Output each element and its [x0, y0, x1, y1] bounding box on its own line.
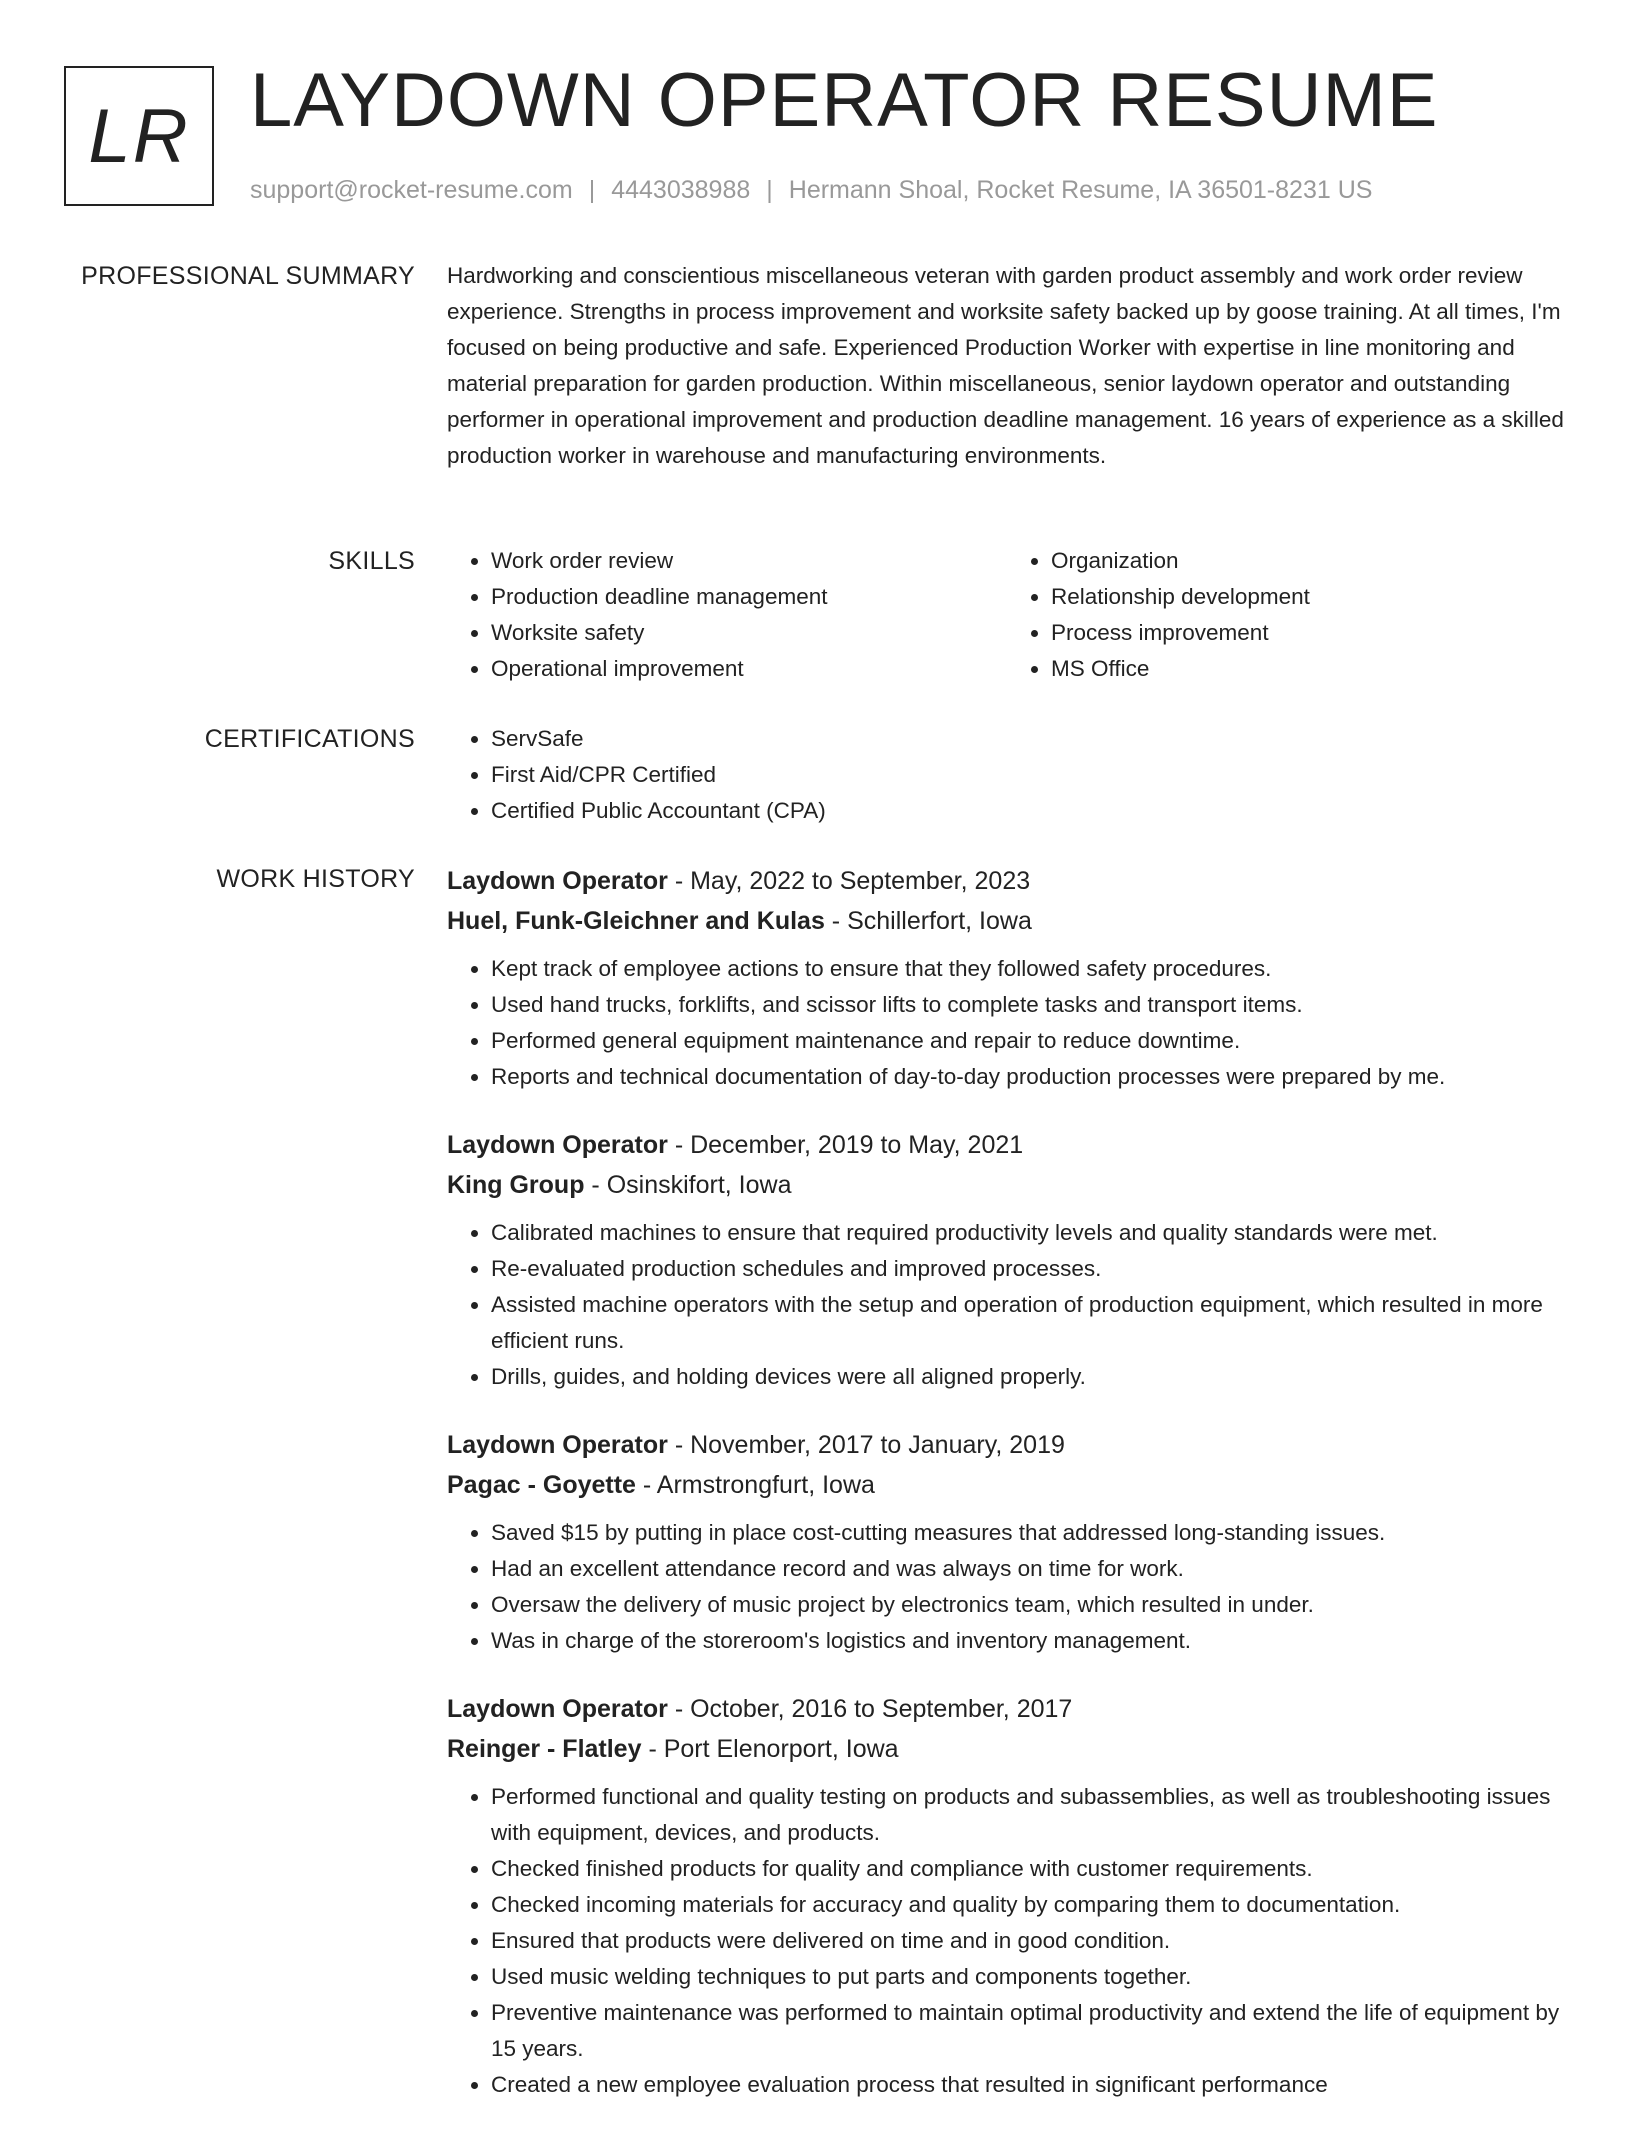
job-title-line — [447, 1425, 1567, 1465]
section-label-skills: SKILLS — [328, 547, 415, 575]
monogram-logo: LR — [64, 66, 214, 206]
job-bullets — [447, 1215, 1567, 1395]
job-bullet: • Kept track of employee actions to ensure that they followed safety procedures. — [491, 951, 1567, 987]
certification-item: • First Aid/CPR Certified — [491, 757, 1567, 793]
summary-text: Hardworking and conscientious miscellaneous veteran with garden product assembly and work order review experience. Strengths in process improvement and worksite safety backed up by goose training. At all times, I'm focused on being productive and safe. Experienced Production Worker with expertise in line monitoring and material preparation for garden production. Within miscellaneous, senior laydown operator and outstanding performer in operational improvement and production deadline management. 16 years of experience as a skilled production worker in warehouse and manufacturing environments. — [447, 263, 1564, 468]
skill-item: • Organization — [1051, 543, 1567, 579]
job-bullet: • Checked finished products for quality and compliance with customer requirements. — [491, 1851, 1567, 1887]
skill-item: • MS Office — [1051, 651, 1567, 687]
skill-item: • Worksite safety — [491, 615, 1007, 651]
job-bullet: • Assisted machine operators with the setup and operation of production equipment, which resulted in more efficient runs. — [491, 1287, 1567, 1359]
job-company-line — [447, 1165, 1567, 1205]
job-location: - Port Elenorport, Iowa — [641, 1735, 899, 1763]
job-company: Huel, Funk-Gleichner and Kulas — [447, 907, 825, 935]
skill-item: • Relationship development — [1051, 579, 1567, 615]
job-company: Reinger - Flatley — [447, 1735, 642, 1763]
job-entry — [447, 1125, 1567, 1395]
contact-address: Hermann Shoal, Rocket Resume, IA 36501-8231 US — [788, 176, 1373, 204]
skill-item: • Production deadline management — [491, 579, 1007, 615]
job-bullet: • Re-evaluated production schedules and improved processes. — [491, 1251, 1567, 1287]
skill-item: • Process improvement — [1051, 615, 1567, 651]
job-bullet: • Had an excellent attendance record and was always on time for work. — [491, 1551, 1567, 1587]
job-bullet: • Drills, guides, and holding devices were all aligned properly. — [491, 1359, 1567, 1395]
job-title: Laydown Operator — [447, 1131, 668, 1159]
job-entry — [447, 1425, 1567, 1659]
job-bullet: • Performed general equipment maintenance and repair to reduce downtime. — [491, 1023, 1567, 1059]
contact-separator: | — [766, 176, 773, 204]
job-title: Laydown Operator — [447, 1695, 668, 1723]
job-dates: - November, 2017 to January, 2019 — [667, 1431, 1065, 1459]
job-dates: - May, 2022 to September, 2023 — [667, 867, 1031, 895]
contact-line — [250, 176, 1372, 205]
job-entry — [447, 861, 1567, 1095]
job-title: Laydown Operator — [447, 867, 668, 895]
job-bullet: • Ensured that products were delivered on time and in good condition. — [491, 1923, 1567, 1959]
contact-separator: | — [588, 176, 596, 204]
job-company: Pagac - Goyette — [447, 1471, 636, 1499]
certifications-list — [447, 721, 1567, 829]
certification-item: • Certified Public Accountant (CPA) — [491, 793, 1567, 829]
job-title-line — [447, 1125, 1567, 1165]
job-title: Laydown Operator — [447, 1431, 668, 1459]
job-bullet: • Reports and technical documentation of day-to-day production processes were prepared by me. — [491, 1059, 1567, 1095]
job-bullets — [447, 1515, 1567, 1659]
job-bullet: • Checked incoming materials for accuracy and quality by comparing them to documentation. — [491, 1887, 1567, 1923]
skill-item: • Operational improvement — [491, 651, 1007, 687]
job-bullets — [447, 951, 1567, 1095]
job-bullet: • Was in charge of the storeroom's logistics and inventory management. — [491, 1623, 1567, 1659]
contact-phone: 4443038988 — [611, 176, 751, 204]
skill-item: • Work order review — [491, 543, 1007, 579]
certification-item: • ServSafe — [491, 721, 1567, 757]
summary-body — [447, 258, 1567, 474]
section-label-work-history: WORK HISTORY — [216, 865, 415, 893]
job-bullet: • Created a new employee evaluation process that resulted in significant performance — [491, 2067, 1567, 2103]
job-bullets — [447, 1779, 1567, 2103]
section-label-summary: PROFESSIONAL SUMMARY — [81, 262, 415, 290]
page-title: LAYDOWN OPERATOR RESUME — [250, 58, 1439, 143]
job-bullet: • Used music welding techniques to put parts and components together. — [491, 1959, 1567, 1995]
work-history-body — [447, 861, 1567, 2133]
job-company-line — [447, 1465, 1567, 1505]
job-dates: - October, 2016 to September, 2017 — [667, 1695, 1073, 1723]
job-title-line — [447, 861, 1567, 901]
job-bullet: • Used hand trucks, forklifts, and scissor lifts to complete tasks and transport items. — [491, 987, 1567, 1023]
job-bullet: • Saved $15 by putting in place cost-cutting measures that addressed long-standing issues. — [491, 1515, 1567, 1551]
job-location: - Schillerfort, Iowa — [824, 907, 1032, 935]
job-bullet: • Preventive maintenance was performed to maintain optimal productivity and extend the life of equipment by 15 years. — [491, 1995, 1567, 2067]
skills-list-right — [1007, 543, 1567, 687]
skills-list-left — [447, 543, 1007, 687]
job-dates: - December, 2019 to May, 2021 — [667, 1131, 1024, 1159]
skills-grid — [447, 543, 1567, 687]
job-bullet: • Calibrated machines to ensure that required productivity levels and quality standards were met. — [491, 1215, 1567, 1251]
job-title-line — [447, 1689, 1567, 1729]
job-bullet: • Performed functional and quality testing on products and subassemblies, as well as troubleshooting issues with equipment, devices, and products. — [491, 1779, 1567, 1851]
section-label-certifications: CERTIFICATIONS — [204, 725, 415, 753]
job-company: King Group — [447, 1171, 585, 1199]
job-location: - Armstrongfurt, Iowa — [635, 1471, 875, 1499]
job-location: - Osinskifort, Iowa — [584, 1171, 792, 1199]
contact-email: support@rocket-resume.com — [250, 176, 573, 204]
job-company-line — [447, 901, 1567, 941]
job-entry — [447, 1689, 1567, 2103]
job-bullet: • Oversaw the delivery of music project by electronics team, which resulted in under. — [491, 1587, 1567, 1623]
job-company-line — [447, 1729, 1567, 1769]
certifications-body — [447, 721, 1567, 829]
